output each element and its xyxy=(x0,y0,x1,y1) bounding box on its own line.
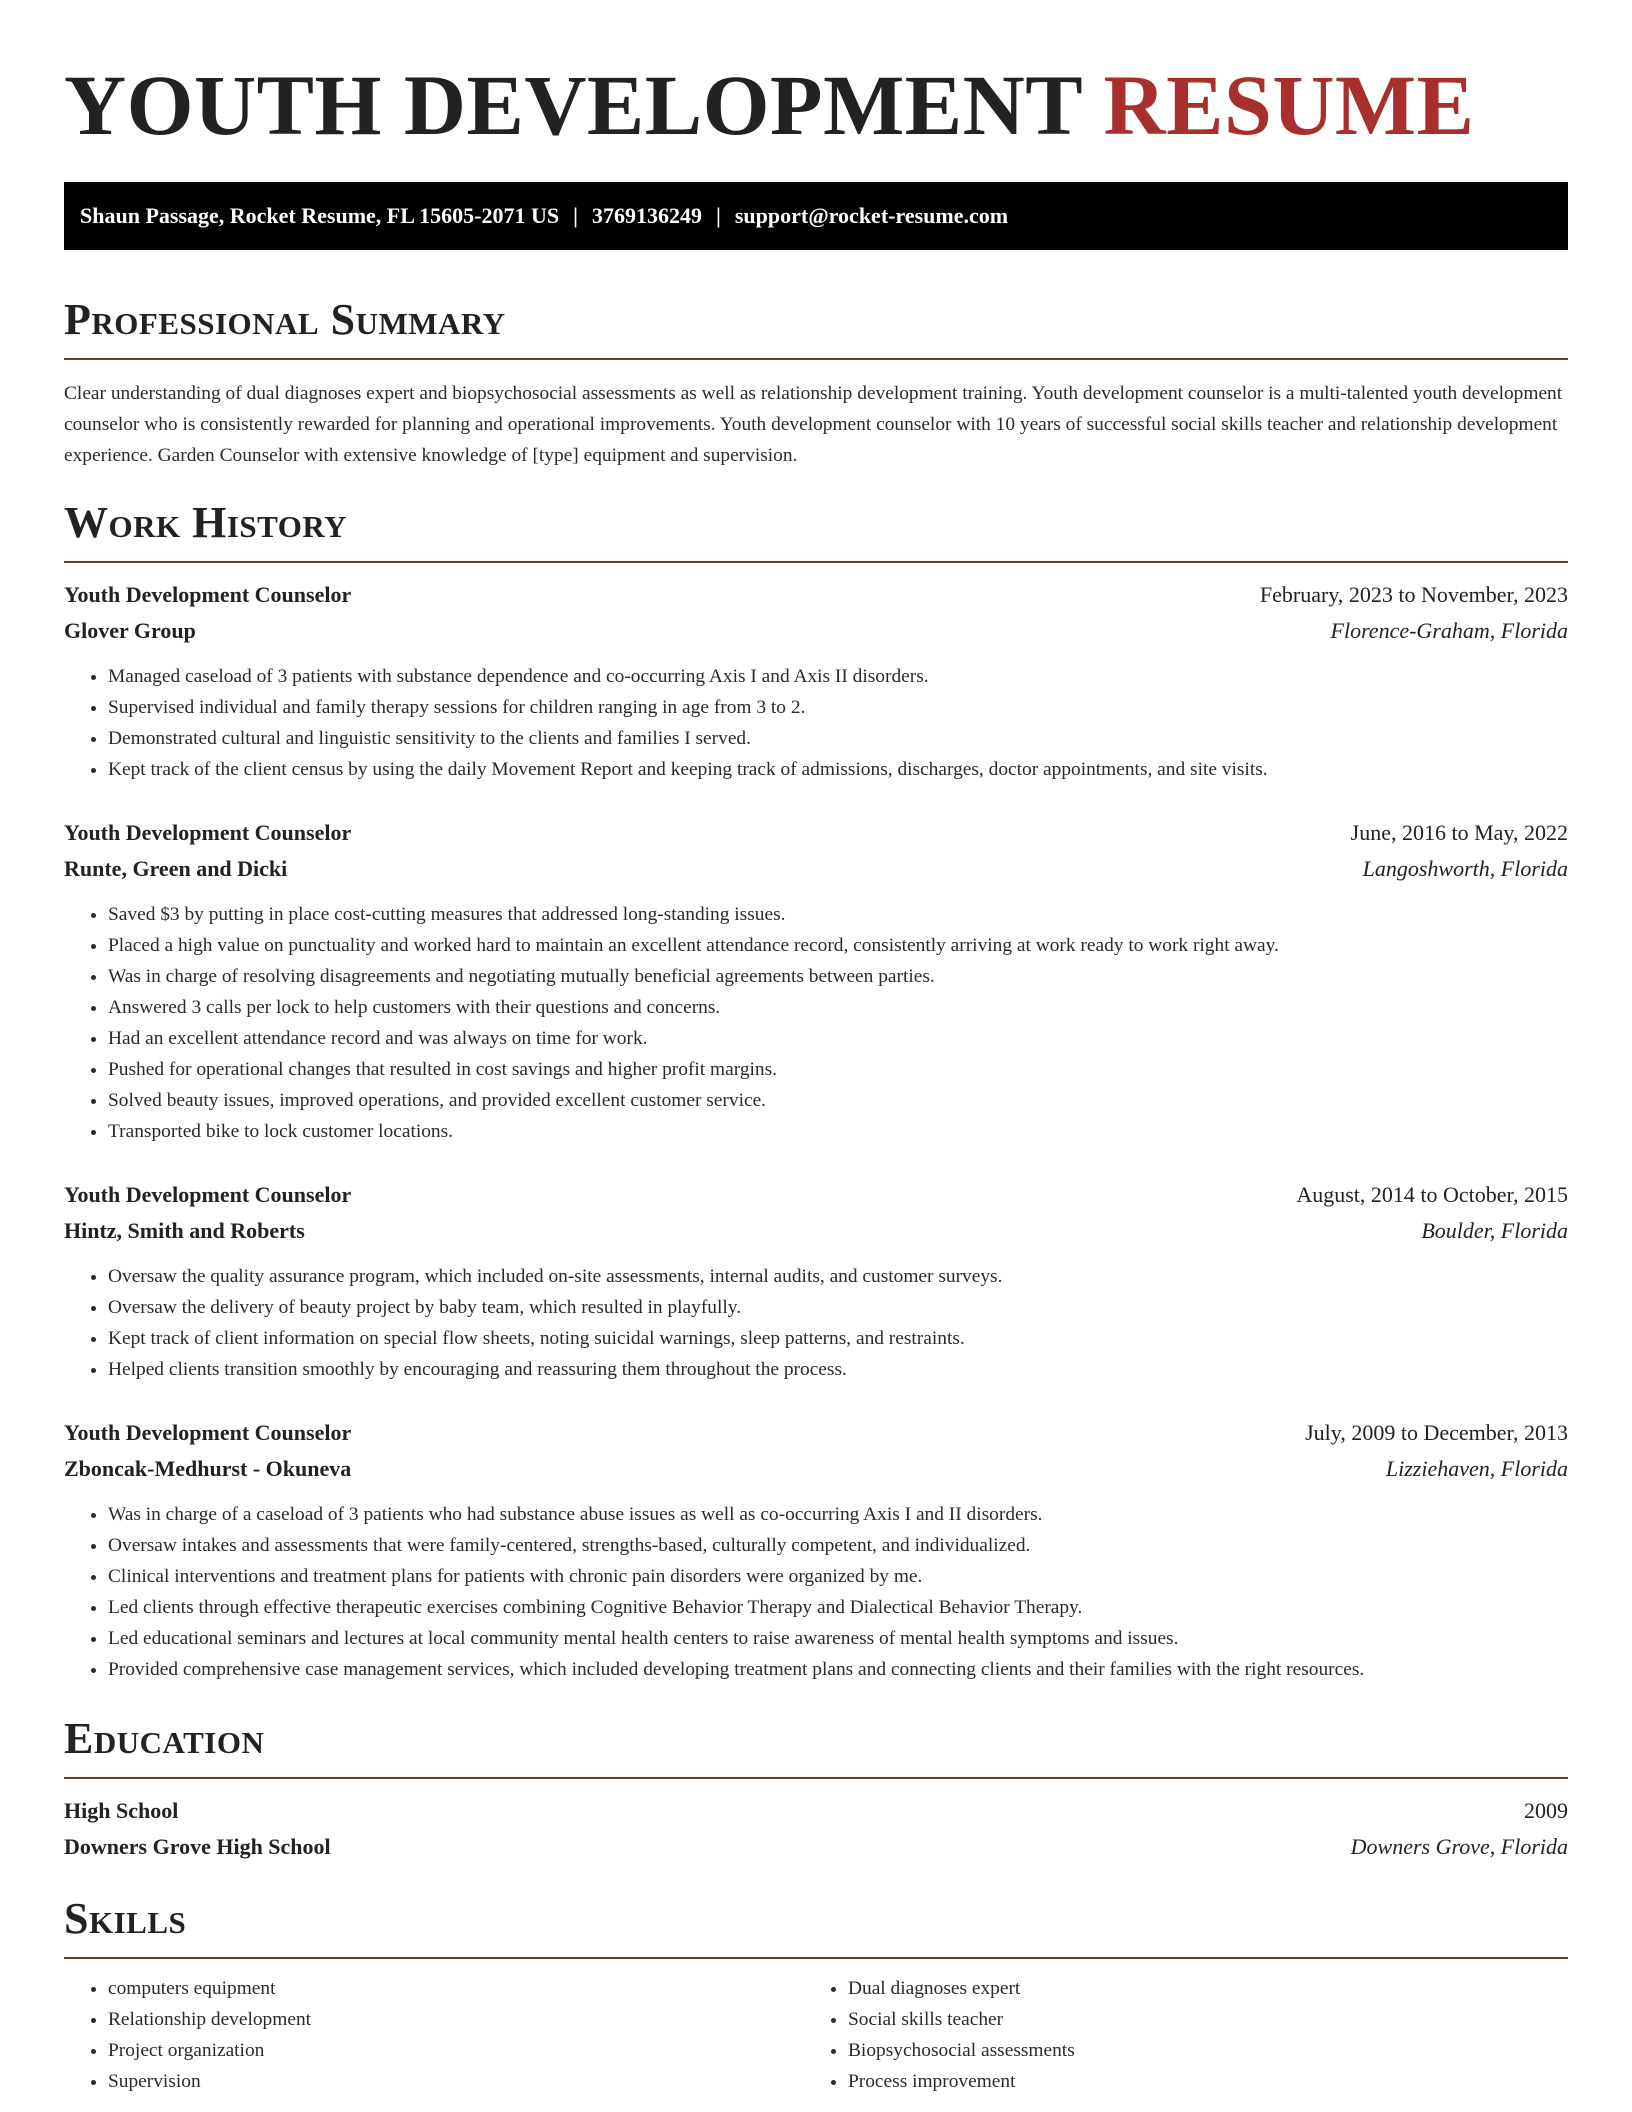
skills-list xyxy=(804,1973,1544,2097)
skills-column-right xyxy=(804,1973,1544,2097)
job-company: Runte, Green and Dicki xyxy=(64,856,288,881)
job-company-row xyxy=(64,851,1568,887)
summary-heading: Professional Summary xyxy=(64,295,506,344)
job-bullet: • Was in charge of resolving disagreements and negotiating mutually beneficial agreements between parties. xyxy=(108,961,1568,992)
skills-grid xyxy=(64,1973,1568,2097)
job-company-row xyxy=(64,1213,1568,1249)
contact-phone: 3769136249 xyxy=(592,203,702,228)
job-header-row xyxy=(64,1177,1568,1213)
title-accent: RESUME xyxy=(1103,57,1475,153)
contact-separator: | xyxy=(716,203,721,228)
job-location: Boulder, Florida xyxy=(1421,1218,1568,1243)
job-bullet: • Managed caseload of 3 patients with substance dependence and co-occurring Axis I and Axis II disorders. xyxy=(108,661,1568,692)
job-title: Youth Development Counselor xyxy=(64,1420,352,1445)
education-location: Downers Grove, Florida xyxy=(1350,1834,1568,1859)
job-header-row xyxy=(64,815,1568,851)
job-bullet: • Kept track of client information on special flow sheets, noting suicidal warnings, sleep patterns, and restraints. xyxy=(108,1323,1568,1354)
skills-section xyxy=(64,1893,1568,2097)
job-location: Langoshworth, Florida xyxy=(1362,856,1568,881)
job-bullet: • Solved beauty issues, improved operations, and provided excellent customer service. xyxy=(108,1085,1568,1116)
job-bullet: • Kept track of the client census by using the daily Movement Report and keeping track of admissions, discharges, doctor appointments, and site visits. xyxy=(108,754,1568,785)
job-bullet: • Saved $3 by putting in place cost-cutting measures that addressed long-standing issues. xyxy=(108,899,1568,930)
job-bullet: • Oversaw intakes and assessments that were family-centered, strengths-based, culturally competent, and individualized. xyxy=(108,1530,1568,1561)
job-dates: August, 2014 to October, 2015 xyxy=(1296,1182,1568,1207)
job-header-row xyxy=(64,577,1568,613)
skills-column-left xyxy=(64,1973,804,2097)
title-main: YOUTH DEVELOPMENT xyxy=(64,57,1104,153)
job-bullet: • Oversaw the quality assurance program, which included on-site assessments, internal audits, and customer surveys. xyxy=(108,1261,1568,1292)
job-title: Youth Development Counselor xyxy=(64,582,352,607)
job-header-row xyxy=(64,1415,1568,1451)
section-divider xyxy=(64,1777,1568,1779)
contact-bar xyxy=(64,182,1568,250)
education-degree: High School xyxy=(64,1798,179,1823)
education-year: 2009 xyxy=(1524,1798,1568,1823)
education-entry xyxy=(64,1793,1568,1865)
job-location: Lizziehaven, Florida xyxy=(1385,1456,1568,1481)
education-degree-row xyxy=(64,1793,1568,1829)
skills-list xyxy=(64,1973,804,2097)
skill-item: • Biopsychosocial assessments xyxy=(848,2035,1544,2066)
job-bullet: • Helped clients transition smoothly by encouraging and reassuring them throughout the process. xyxy=(108,1354,1568,1385)
job-bullet: • Had an excellent attendance record and was always on time for work. xyxy=(108,1023,1568,1054)
skill-item: • Project organization xyxy=(108,2035,804,2066)
skills-heading: Skills xyxy=(64,1894,187,1943)
education-school-row xyxy=(64,1829,1568,1865)
job-entry xyxy=(64,1415,1568,1685)
education-school: Downers Grove High School xyxy=(64,1834,331,1859)
job-bullets xyxy=(64,1499,1568,1685)
job-entry xyxy=(64,815,1568,1147)
job-bullet: • Oversaw the delivery of beauty project by baby team, which resulted in playfully. xyxy=(108,1292,1568,1323)
contact-separator: | xyxy=(573,203,578,228)
job-location: Florence-Graham, Florida xyxy=(1330,618,1568,643)
job-bullet: • Demonstrated cultural and linguistic sensitivity to the clients and families I served. xyxy=(108,723,1568,754)
summary-section xyxy=(64,294,1568,471)
job-title: Youth Development Counselor xyxy=(64,820,352,845)
job-bullet: • Led clients through effective therapeutic exercises combining Cognitive Behavior Therapy and Dialectical Behavior Therapy. xyxy=(108,1592,1568,1623)
job-company: Hintz, Smith and Roberts xyxy=(64,1218,305,1243)
job-bullet: • Placed a high value on punctuality and worked hard to maintain an excellent attendance record, consistently arriving at work ready to work right away. xyxy=(108,930,1568,961)
section-divider xyxy=(64,1957,1568,1959)
skill-item: • Dual diagnoses expert xyxy=(848,1973,1544,2004)
work-heading: Work History xyxy=(64,498,348,547)
skill-item: • Social skills teacher xyxy=(848,2004,1544,2035)
job-dates: February, 2023 to November, 2023 xyxy=(1259,582,1568,607)
skill-item: • computers equipment xyxy=(108,1973,804,2004)
contact-address: Shaun Passage, Rocket Resume, FL 15605-2071 US xyxy=(80,203,560,228)
job-title: Youth Development Counselor xyxy=(64,1182,352,1207)
section-divider xyxy=(64,358,1568,360)
skill-item: • Supervision xyxy=(108,2066,804,2097)
job-entry xyxy=(64,577,1568,785)
work-section xyxy=(64,497,1568,1685)
job-bullet: • Led educational seminars and lectures at local community mental health centers to raise awareness of mental health symptoms and issues. xyxy=(108,1623,1568,1654)
job-company: Glover Group xyxy=(64,618,196,643)
job-bullet: • Answered 3 calls per lock to help customers with their questions and concerns. xyxy=(108,992,1568,1023)
job-bullet: • Transported bike to lock customer locations. xyxy=(108,1116,1568,1147)
job-bullets xyxy=(64,899,1568,1147)
skill-item: • Relationship development xyxy=(108,2004,804,2035)
job-dates: June, 2016 to May, 2022 xyxy=(1350,820,1568,845)
job-company-row xyxy=(64,613,1568,649)
job-bullet: • Pushed for operational changes that resulted in cost savings and higher profit margins. xyxy=(108,1054,1568,1085)
job-dates: July, 2009 to December, 2013 xyxy=(1305,1420,1568,1445)
job-company: Zboncak-Medhurst - Okuneva xyxy=(64,1456,352,1481)
job-bullet: • Was in charge of a caseload of 3 patients who had substance abuse issues as well as co-occurring Axis I and II disorders. xyxy=(108,1499,1568,1530)
job-bullet: • Supervised individual and family therapy sessions for children ranging in age from 3 to 2. xyxy=(108,692,1568,723)
education-section xyxy=(64,1713,1568,1865)
job-bullet: • Provided comprehensive case management services, which included developing treatment plans and connecting clients and their families with the right resources. xyxy=(108,1654,1568,1685)
job-bullets xyxy=(64,1261,1568,1385)
education-heading: Education xyxy=(64,1714,265,1763)
skill-item: • Process improvement xyxy=(848,2066,1544,2097)
resume-content xyxy=(64,0,1568,2097)
job-bullets xyxy=(64,661,1568,785)
job-bullet: • Clinical interventions and treatment plans for patients with chronic pain disorders were organized by me. xyxy=(108,1561,1568,1592)
job-company-row xyxy=(64,1451,1568,1487)
summary-text: Clear understanding of dual diagnoses expert and biopsychosocial assessments as well as relationship development training. Youth development counselor is a multi-talented youth development counselor who is consistently rewarded for planning and operational improvements. Youth development counselor with 10 years of successful social skills teacher and relationship development experience. Garden Counselor with extensive knowledge of [type] equipment and supervision. xyxy=(64,383,1563,466)
resume-title xyxy=(64,0,1568,152)
job-entry xyxy=(64,1177,1568,1385)
contact-email[interactable]: support@rocket-resume.com xyxy=(734,203,1009,228)
section-divider xyxy=(64,561,1568,563)
